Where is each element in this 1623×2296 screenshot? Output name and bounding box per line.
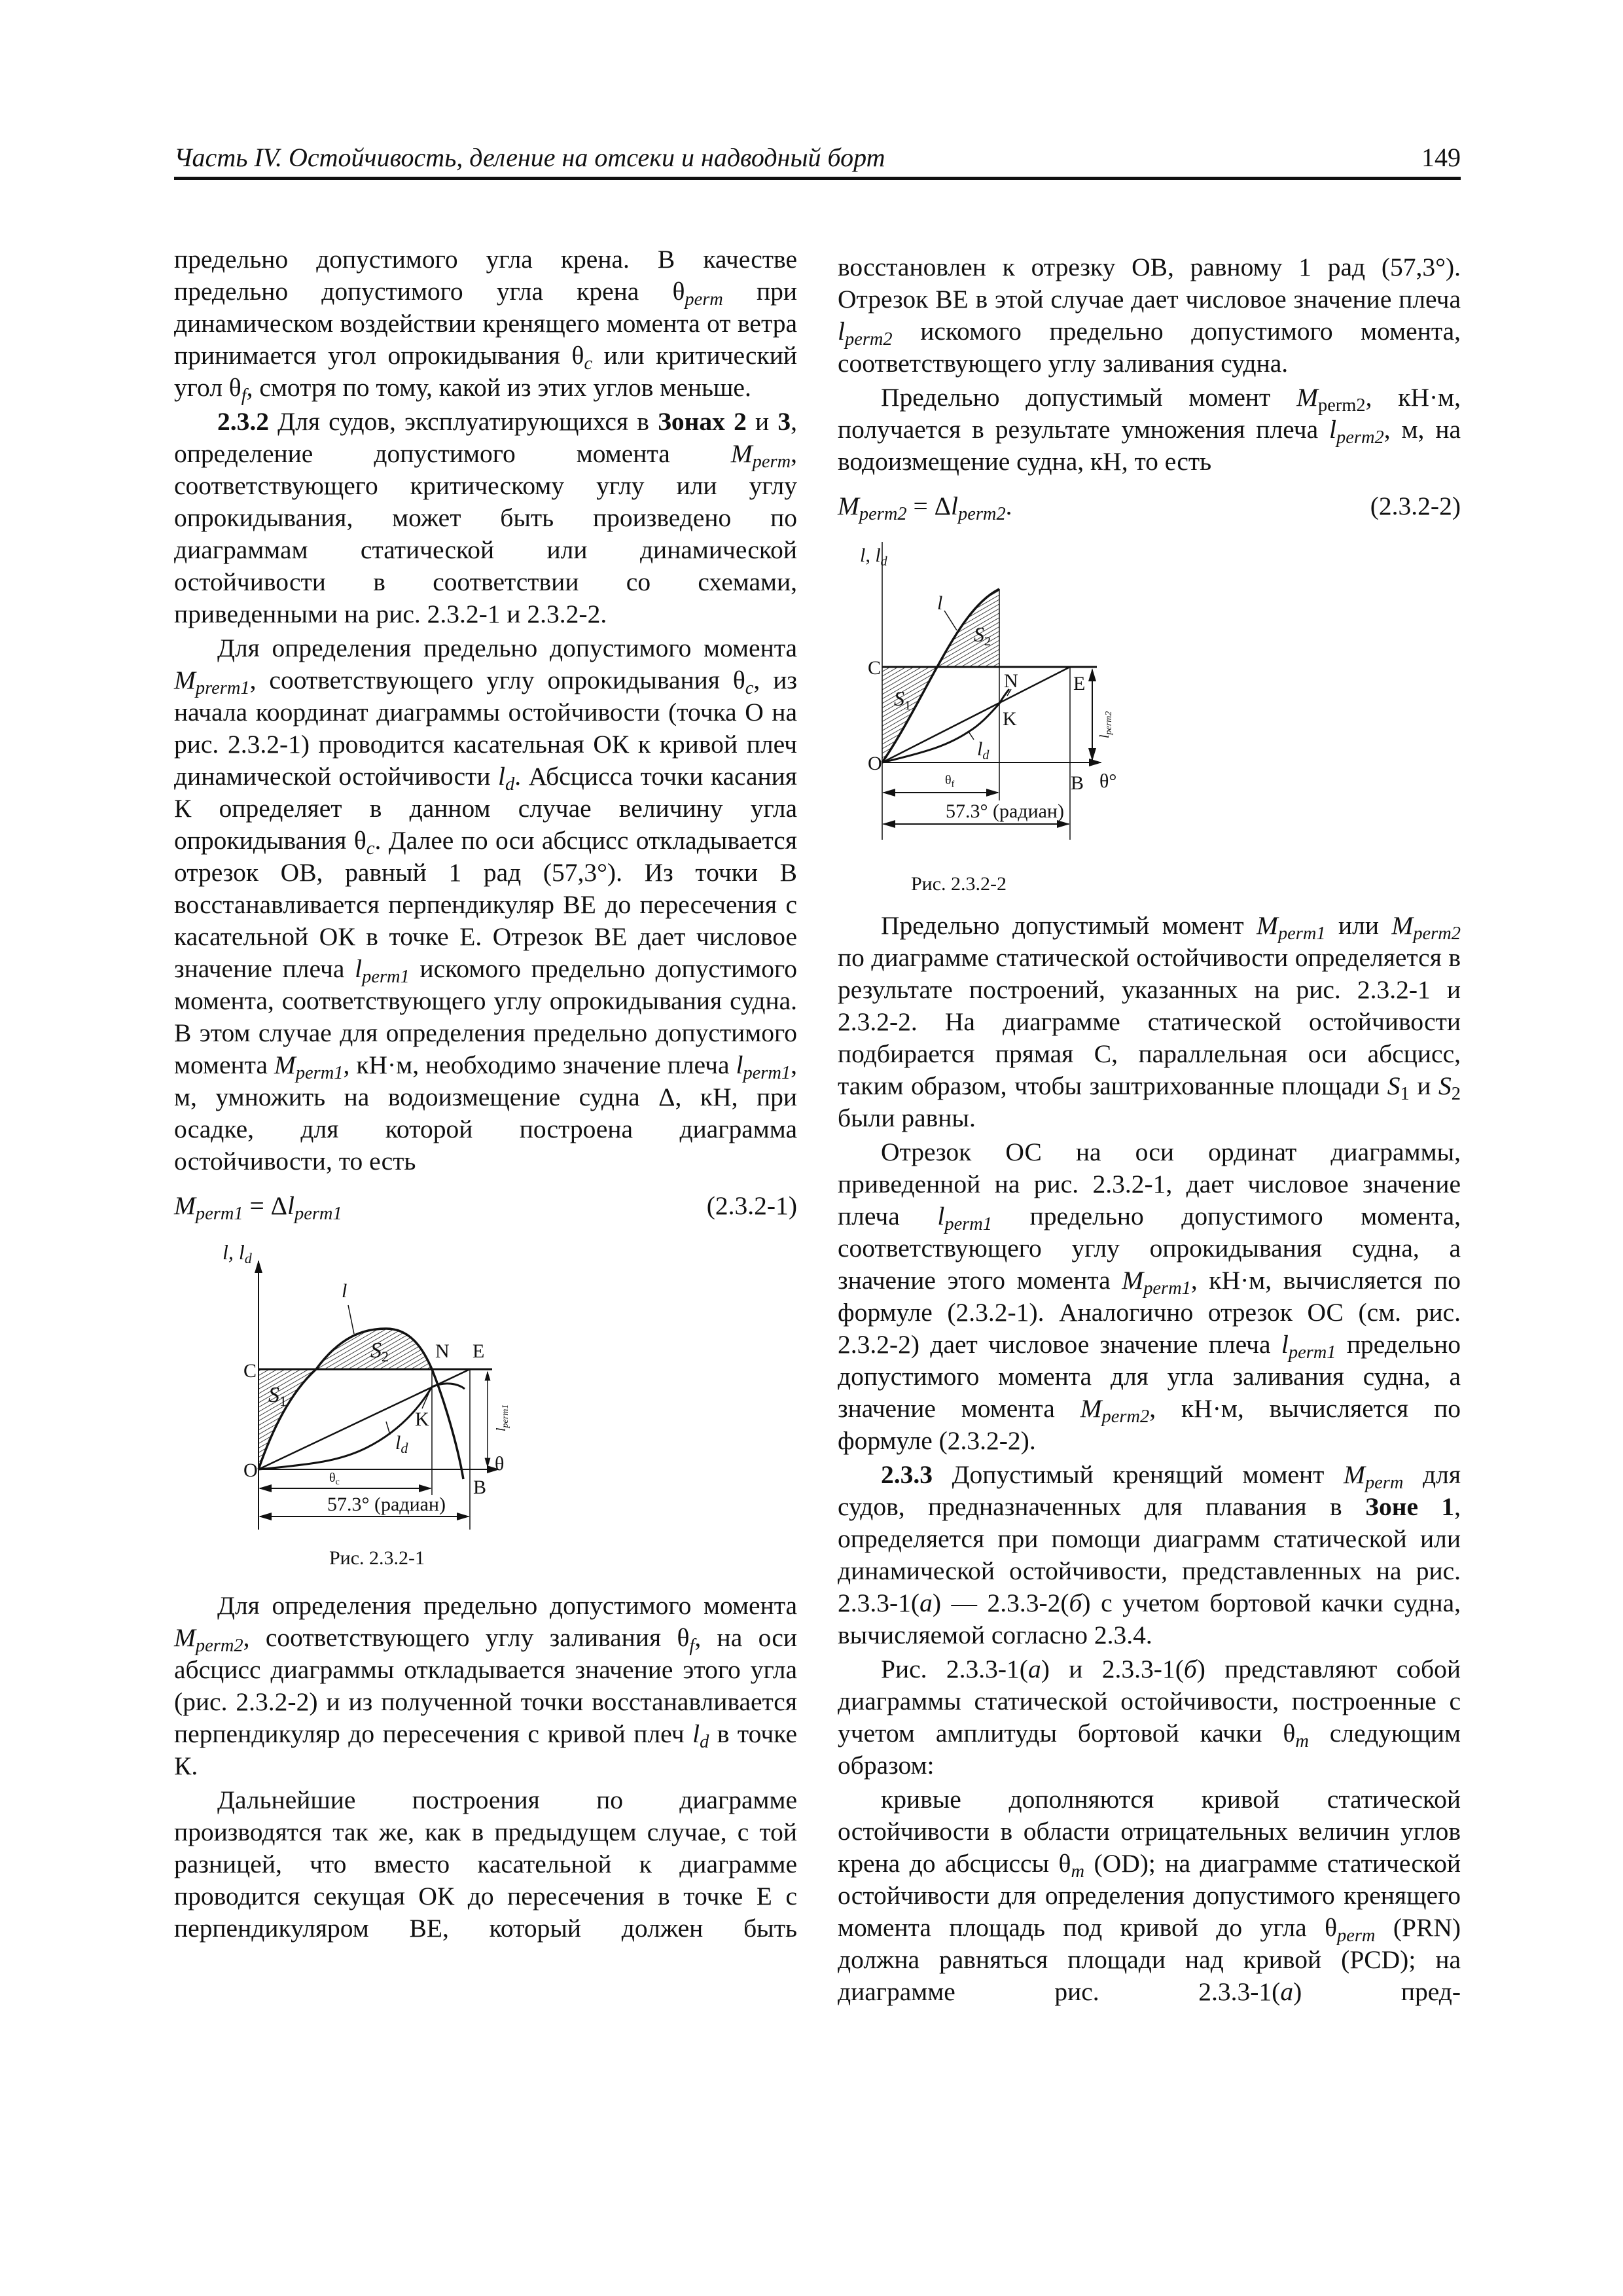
math-text: perm2 xyxy=(1101,1406,1150,1427)
math-text: perm2 xyxy=(1336,427,1384,448)
text-run: в точке К. xyxy=(174,1719,798,1780)
paragraph xyxy=(838,382,1461,478)
label-k: K xyxy=(1003,708,1017,730)
text-run: были равны. xyxy=(838,1103,976,1132)
math-text: а xyxy=(1280,1977,1294,2006)
text-run: (PRN) должна равняться площади над кривой (PCD); на диаграмме рис. 2.3.3-1( xyxy=(838,1913,1461,2006)
math-text: f xyxy=(241,385,247,406)
formula-row xyxy=(838,490,1461,522)
text-run: , соответствующего углу опрокидывания θ xyxy=(249,666,745,694)
math-text: M xyxy=(1122,1266,1144,1295)
label-s2: S2 xyxy=(370,1338,389,1365)
text-run: Предельно допустимый момент xyxy=(881,383,1297,412)
figure-caption: Рис. 2.3.2-1 xyxy=(329,1547,425,1569)
paragraph xyxy=(838,1653,1461,1782)
math-text: M xyxy=(1080,1394,1102,1423)
text-run: . Далее по оси абсцисс откладывается отрезок ОВ, равный 1 рад (57,3°). Из точки В восстанавливается перпендикуляр ВЕ до пересечения с касательной ОК в точке Е. Отрезок ВЕ дает числовое значение плеча xyxy=(174,826,797,983)
formula-number: (2.3.2-1) xyxy=(706,1191,797,1220)
text-run: следующим образом: xyxy=(838,1719,1461,1780)
label-lperm1: $l_{perm1}$ xyxy=(494,1404,510,1431)
bold-text: Зонах 2 xyxy=(658,407,747,436)
text-run: = Δ xyxy=(906,492,952,520)
text-run: при динамическом воздействии кренящего момента от ветра принимается угол опрокидывания θ xyxy=(174,277,798,370)
text-run: (OD); на диаграмме статической остойчивости для определения допустимого кренящего момента площадь под кривой до угла θ xyxy=(838,1849,1461,1942)
paragraph xyxy=(174,1784,797,1945)
label-ld: $l_d$ xyxy=(395,1432,408,1456)
left-column xyxy=(174,243,797,1946)
paragraph xyxy=(838,1784,1461,2008)
leader-l xyxy=(944,611,957,630)
math-text: M xyxy=(730,439,753,468)
right-column xyxy=(838,251,1461,2010)
paragraph xyxy=(174,632,797,1177)
math-text: l xyxy=(287,1191,294,1220)
label-lperm2: $l_{perm2}$ xyxy=(1097,711,1114,738)
paragraph-2-3-2 xyxy=(174,406,797,630)
text-run: или xyxy=(1325,911,1392,940)
label-s1: S1 xyxy=(268,1383,287,1409)
math-text: 1 xyxy=(1400,1083,1410,1104)
math-text: M xyxy=(174,1191,196,1220)
math-text: l xyxy=(937,1202,945,1230)
math-text: perm1 xyxy=(362,966,410,987)
math-text: M xyxy=(174,1623,196,1652)
text-run: искомого предельно допустимого момента, соответствующего углу опрокидывания судна. В этом случае для определения предельно допустимого момента xyxy=(174,954,798,1079)
paragraph xyxy=(174,1590,797,1782)
label-l: l xyxy=(937,592,943,614)
text-run: восстановлен к отрезку ОВ, равному 1 рад (57,3°). Отрезок ВЕ в этой случае дает числовое значение плеча xyxy=(838,253,1461,314)
text-run: , смотря по тому, какой из этих углов меньше. xyxy=(246,373,751,402)
formula-row xyxy=(174,1189,797,1222)
text-run: предельно допустимого угла крена. В качестве предельно допустимого угла крена θ xyxy=(174,245,797,306)
math-text: m xyxy=(1295,1731,1309,1751)
label-c: C xyxy=(243,1360,257,1382)
label-o: O xyxy=(243,1460,258,1481)
math-text: perm2 xyxy=(1413,923,1461,944)
axis-label: l, ld xyxy=(223,1240,252,1266)
math-text: c xyxy=(745,677,754,698)
text-run: = Δ xyxy=(243,1191,288,1220)
text-run: Для определения предельно допустимого момента xyxy=(217,634,797,662)
text-run: кривые дополняются кривой статической остойчивости в области отрицательных величин углов крена до абсциссы θ xyxy=(838,1785,1461,1878)
label-c: C xyxy=(868,657,882,679)
text-run: Предельно допустимый момент xyxy=(881,911,1257,940)
math-text: perm1 xyxy=(1143,1278,1191,1299)
math-text: l xyxy=(1281,1330,1289,1359)
math-text: f xyxy=(689,1635,695,1656)
label-theta: θ° xyxy=(1099,770,1117,792)
math-text: perm1 xyxy=(743,1062,791,1083)
math-text: perm1 xyxy=(295,1062,344,1083)
math-text: M xyxy=(1296,383,1318,412)
math-text: S xyxy=(1438,1071,1452,1100)
label-e: E xyxy=(1073,673,1086,694)
math-text: M xyxy=(1344,1460,1365,1489)
math-text: perm xyxy=(1364,1472,1404,1493)
math-text: perm2 xyxy=(844,329,893,350)
figure-2-3-2-1-lines xyxy=(259,1261,499,1530)
math-text: perm2 xyxy=(1317,395,1366,416)
text-run: . xyxy=(1005,492,1012,520)
figure-2-3-2-1 xyxy=(174,1229,797,1582)
math-text: c xyxy=(584,353,593,374)
leader-ld xyxy=(386,1422,390,1435)
math-text: l xyxy=(736,1050,743,1079)
text-run: , кН·м, вычисляется по формуле (2.3.2-1). Аналогично отрезок ОС (см. рис. 2.3.2-2) дает числовое значение плеча xyxy=(838,1266,1461,1359)
math-text: perm2 xyxy=(859,503,907,524)
text-run: , кН·м, вычисляется по формуле (2.3.2-2). xyxy=(838,1394,1461,1455)
text-run: Допустимый кренящий момент xyxy=(933,1460,1344,1489)
page-number: 149 xyxy=(1421,143,1461,172)
bold-text: Зоне 1 xyxy=(1365,1492,1455,1521)
text-run: , соответствующего углу заливания θ xyxy=(243,1623,690,1652)
label-theta: θ xyxy=(495,1453,505,1475)
leader-l xyxy=(348,1305,354,1334)
math-text: б xyxy=(1069,1588,1082,1617)
label-ld: $l_d$ xyxy=(977,738,990,762)
math-text: б xyxy=(1183,1655,1197,1683)
math-text: perm xyxy=(1337,1925,1376,1946)
math-text: perm xyxy=(685,289,723,310)
paragraph-2-3-3 xyxy=(838,1459,1461,1651)
axis-label: l, $l_d$ xyxy=(860,545,887,569)
paragraph xyxy=(174,243,797,404)
text-run: ) и 2.3.3-1( xyxy=(1041,1655,1184,1683)
bold-text: 2.3.3 xyxy=(881,1460,933,1489)
text-run: . Абсцисса точки касания К определяет в данном случае величину угла опрокидывания θ xyxy=(174,762,797,855)
label-b: B xyxy=(1071,772,1084,794)
text-run: Дальнейшие построения по диаграмме производятся так же, как в предыдущем случае, с той разницей, что вместо касательной к диаграмме проводится секущая ОК до пересечения в точке Е с перпендикуляром ВЕ, который должен быть xyxy=(174,1785,797,1943)
math-text: M xyxy=(838,492,859,520)
math-text: 2 xyxy=(1451,1083,1461,1104)
text-run: для судов, предназначенных для плавания в xyxy=(838,1460,1461,1521)
math-text: perm1 xyxy=(195,1203,243,1224)
text-run: по диаграмме статической остойчивости определяется в результате построений, указанных на рис. 2.3.2-1 и 2.3.2-2. На диаграмме статической остойчивости подбирается прямая С, параллельная оси абсцисс, таким образом, чтобы заштрихованные площади xyxy=(838,943,1461,1100)
figure-caption: Рис. 2.3.2-2 xyxy=(910,873,1007,895)
running-title: Часть IV. Остойчивость, деление на отсеки и надводный борт xyxy=(174,143,885,172)
text-run: , кН·м, необходимо значение плеча xyxy=(343,1050,736,1079)
text-run: , из начала координат диаграммы остойчивости (точка О на рис. 2.3.2-1) проводится касательная ОК к кривой плеч динамической остойчивости xyxy=(174,666,797,791)
math-text: M xyxy=(1391,911,1414,940)
label-k: K xyxy=(415,1408,429,1430)
math-text: m xyxy=(1071,1861,1085,1882)
text-run: Отрезок ОС на оси ординат диаграммы, приведенной на рис. 2.3.2-1, дает числовое значение плеча xyxy=(838,1138,1461,1230)
text-run: , определение допустимого момента xyxy=(174,407,798,468)
math-text: l xyxy=(498,762,506,791)
text-run: , м, умножить на водоизмещение судна Δ, кН, при осадке, для которой построена диаграмма остойчивости, то есть xyxy=(174,1050,797,1175)
math-text: d xyxy=(700,1731,709,1752)
label-s2: S2 xyxy=(974,622,991,649)
math-text: perm2 xyxy=(958,503,1006,524)
formula-number: (2.3.2-2) xyxy=(1370,492,1461,520)
text-run: , определяется при помощи диаграмм статической или динамической остойчивости, представленных на рис. 2.3.3-1( xyxy=(838,1492,1461,1617)
math-text: c xyxy=(366,838,375,859)
text-run: Рис. 2.3.3-1( xyxy=(881,1655,1028,1683)
text-run: и xyxy=(746,407,778,436)
label-o: O xyxy=(868,753,882,774)
math-text: M xyxy=(1257,911,1278,940)
math-text: prerm1 xyxy=(195,677,250,698)
paragraph xyxy=(838,251,1461,380)
text-run: ) с учетом бортовой качки судна, вычисляемой согласно 2.3.4. xyxy=(838,1588,1461,1649)
math-text: l xyxy=(951,492,958,520)
math-text: l xyxy=(1329,415,1337,444)
label-s1: S1 xyxy=(894,687,911,713)
math-text: perm1 xyxy=(1288,1342,1336,1363)
math-text: M xyxy=(274,1050,296,1079)
paragraph xyxy=(838,910,1461,1134)
text-run: предельно допустимого момента для угла заливания судна, а значение момента xyxy=(838,1330,1461,1423)
bold-text: 3 xyxy=(777,407,791,436)
figure-2-3-2-2 xyxy=(838,529,1461,902)
math-text: l xyxy=(838,317,845,346)
math-text: S xyxy=(1387,1071,1400,1100)
math-text: perm xyxy=(752,451,791,472)
figure-2-3-2-2-lines xyxy=(882,542,1101,840)
math-text: d xyxy=(505,774,515,795)
text-run: или критический угол θ xyxy=(174,341,797,402)
area-s1 xyxy=(259,1369,316,1469)
text-run: , м, на водоизмещение судна, кН, то есть xyxy=(838,415,1461,476)
label-e: E xyxy=(473,1340,485,1362)
math-text: а xyxy=(1027,1655,1041,1683)
label-b: B xyxy=(473,1477,487,1498)
math-text: l xyxy=(355,954,363,983)
bold-text: 2.3.2 xyxy=(217,407,269,436)
paragraph xyxy=(838,1136,1461,1457)
area-s2 xyxy=(937,589,999,667)
text-run: ) — 2.3.3-2( xyxy=(932,1588,1069,1617)
math-text: а xyxy=(919,1588,933,1617)
label-theta-c: $\theta_c$ xyxy=(329,1471,340,1487)
text-run: Для определения предельно допустимого момента xyxy=(217,1591,797,1620)
text-run: ) представляют собой диаграммы статической остойчивости, построенные с учетом амплитуды бортовой качки θ xyxy=(838,1655,1461,1748)
math-text: perm1 xyxy=(294,1203,342,1224)
formula-2-3-2-2 xyxy=(838,490,1012,522)
math-text: perm1 xyxy=(1277,923,1326,944)
text-run: , кН·м, получается в результате умножения плеча xyxy=(838,383,1461,444)
label-l: l xyxy=(342,1280,348,1302)
label-theta-f: $\theta_f$ xyxy=(945,773,955,789)
text-run: предельно допустимого момента, соответствующего углу опрокидывания судна, а значение этого момента xyxy=(838,1202,1461,1295)
math-text: perm2 xyxy=(195,1635,243,1656)
text-run: искомого предельно допустимого момента, соответствующего углу заливания судна. xyxy=(838,317,1461,378)
formula-2-3-2-1 xyxy=(174,1189,342,1222)
math-text: l xyxy=(692,1719,700,1748)
leader-ld xyxy=(969,732,974,740)
math-text: perm1 xyxy=(944,1213,993,1234)
label-n: N xyxy=(435,1340,450,1362)
text-run: , на оси абсцисс диаграммы откладывается значение этого угла (рис. 2.3.2-2) и из полученной точки восстанавливается перпендикуляр до пересечения с кривой плеч xyxy=(174,1623,797,1748)
text-run: и xyxy=(1409,1071,1439,1100)
label-radian: 57.3° (радиан) xyxy=(946,800,1064,822)
label-n: N xyxy=(1004,670,1018,692)
text-run: ) пред- xyxy=(1293,1977,1461,2006)
text-run: , соответствующего критическому углу или углу опрокидывания, может быть произведено по диаграммам статической или динамической остойчивости в соответствии со схемами, приведенными на рис. 2.3.2-1 и 2.3.2-2. xyxy=(174,439,797,628)
text-run: Для судов, эксплуатирующихся в xyxy=(269,407,658,436)
page-header xyxy=(174,139,1461,180)
label-radian: 57.3° (радиан) xyxy=(327,1494,446,1515)
math-text: M xyxy=(174,666,196,694)
